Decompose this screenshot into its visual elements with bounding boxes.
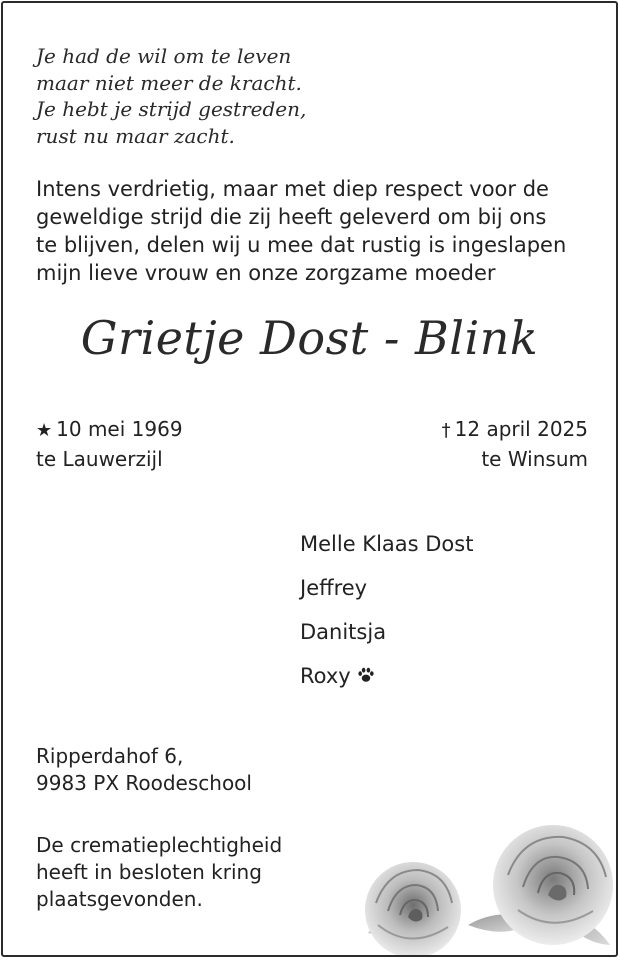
family-member-name: Roxy <box>300 664 351 688</box>
birth-date: 10 mei 1969 <box>56 417 183 441</box>
ceremony-line: heeft in besloten kring <box>36 860 262 884</box>
star-icon: ★ <box>36 420 53 441</box>
poem-line: Je hebt je strijd gestreden, <box>36 97 307 121</box>
poem-line: maar niet meer de kracht. <box>36 70 302 95</box>
address <box>36 743 252 797</box>
family-member: Danitsja <box>300 620 387 644</box>
address-street: Ripperdahof 6, <box>36 744 184 768</box>
birth-date-line <box>36 415 183 445</box>
birth-place: te Lauwerzijl <box>36 447 163 471</box>
family-list <box>300 527 473 703</box>
poem <box>36 43 306 149</box>
death-date-line <box>442 415 588 445</box>
death-date: 12 april 2025 <box>454 417 588 441</box>
ceremony-line: plaatsgevonden. <box>36 887 203 911</box>
death-info <box>442 415 588 473</box>
intro-line: geweldige strijd die zij heeft geleverd om bij ons <box>36 205 547 229</box>
address-city: 9983 PX Roodeschool <box>36 771 252 795</box>
paw-print-icon <box>357 660 375 694</box>
ceremony-text <box>36 832 282 913</box>
ceremony-line: De crematieplechtigheid <box>36 833 283 857</box>
death-notice <box>1 1 618 957</box>
intro-line: Intens verdrietig, maar met diep respect voor de <box>36 177 549 201</box>
deceased-name: Grietje Dost - Blink <box>80 311 539 365</box>
family-member: Melle Klaas Dost <box>300 532 474 556</box>
roses-illustration <box>348 815 616 955</box>
birth-info <box>36 415 183 473</box>
poem-line: rust nu maar zacht. <box>36 123 235 148</box>
family-member-pet <box>300 659 473 703</box>
intro-line: mijn lieve vrouw en onze zorgzame moeder <box>36 261 496 285</box>
cross-icon: † <box>441 420 451 441</box>
family-member: Jeffrey <box>300 576 368 600</box>
intro-text <box>36 175 566 287</box>
death-place: te Winsum <box>481 447 588 471</box>
poem-line: Je had de wil om te leven <box>36 44 292 68</box>
intro-line: te blijven, delen wij u mee dat rustig is ingeslapen <box>36 233 567 257</box>
